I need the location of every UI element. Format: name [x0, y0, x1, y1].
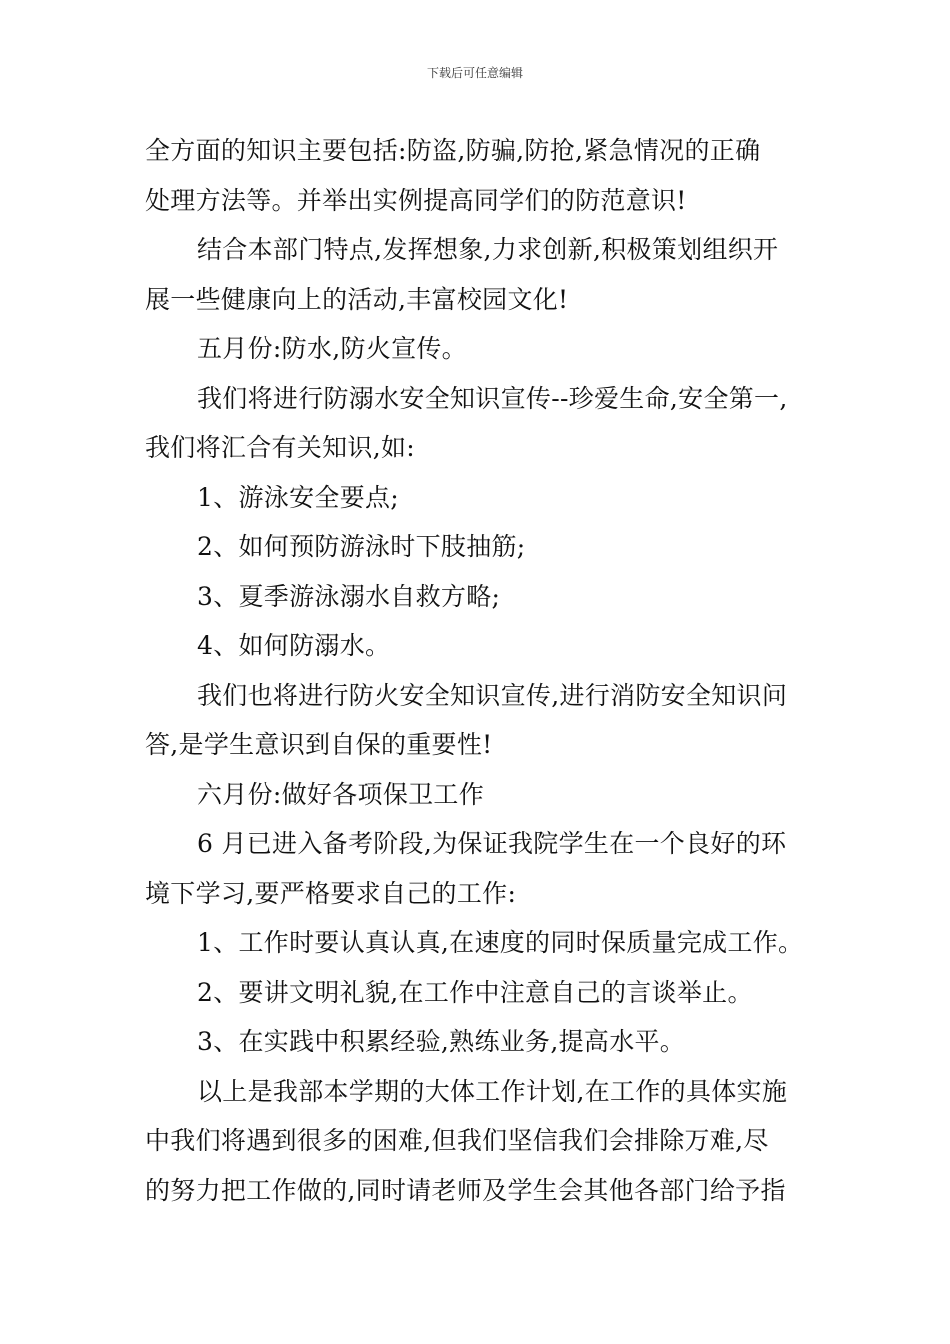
text-line-9: 2、如何预防游泳时下肢抽筋;: [197, 532, 526, 561]
text-line-13: 答,是学生意识到自保的重要性!: [145, 730, 493, 759]
text-line-14: 六月份:做好各项保卫工作: [197, 779, 485, 809]
text-line-18: 2、要讲文明礼貌,在工作中注意自己的言谈举止。: [197, 977, 753, 1007]
document-body: [145, 126, 815, 1215]
text-line-10: 3、夏季游泳溺水自救方略;: [197, 581, 501, 611]
text-line-1: 全方面的知识主要包括:防盗,防骗,防抢,紧急情况的正确: [145, 136, 761, 165]
text-line-11: 4、如何防溺水。: [197, 631, 391, 660]
text-line-4: 展一些健康向上的活动,丰富校园文化!: [145, 284, 569, 314]
text-line-20: 以上是我部本学期的大体工作计划,在工作的具体实施: [197, 1076, 788, 1106]
text-line-22: 的努力把工作做的,同时请老师及学生会其他各部门给予指: [145, 1175, 786, 1205]
text-line-3: 结合本部门特点,发挥想象,力求创新,积极策划组织开: [197, 235, 779, 264]
text-line-21: 中我们将遇到很多的困难,但我们坚信我们会排除万难,尽: [145, 1126, 769, 1155]
text-line-7: 我们将汇合有关知识,如:: [145, 433, 415, 462]
page-header: 下载后可任意编辑: [426, 66, 523, 80]
text-line-19: 3、在实践中积累经验,熟练业务,提高水平。: [197, 1027, 686, 1056]
text-line-6: 我们将进行防溺水安全知识宣传--珍爱生命,安全第一,: [197, 383, 788, 413]
text-line-2: 处理方法等。并举出实例提高同学们的防范意识!: [145, 185, 687, 215]
text-line-5: 五月份:防水,防火宣传。: [197, 334, 467, 363]
text-line-16: 境下学习,要严格要求自己的工作:: [145, 878, 517, 908]
text-line-12: 我们也将进行防火安全知识宣传,进行消防安全知识问: [197, 680, 788, 710]
text-line-15: 6 月已进入备考阶段,为保证我院学生在一个良好的环: [197, 829, 787, 858]
text-line-8: 1、游泳安全要点;: [197, 482, 400, 512]
text-line-17: 1、工作时要认真认真,在速度的同时保质量完成工作。: [197, 928, 804, 957]
